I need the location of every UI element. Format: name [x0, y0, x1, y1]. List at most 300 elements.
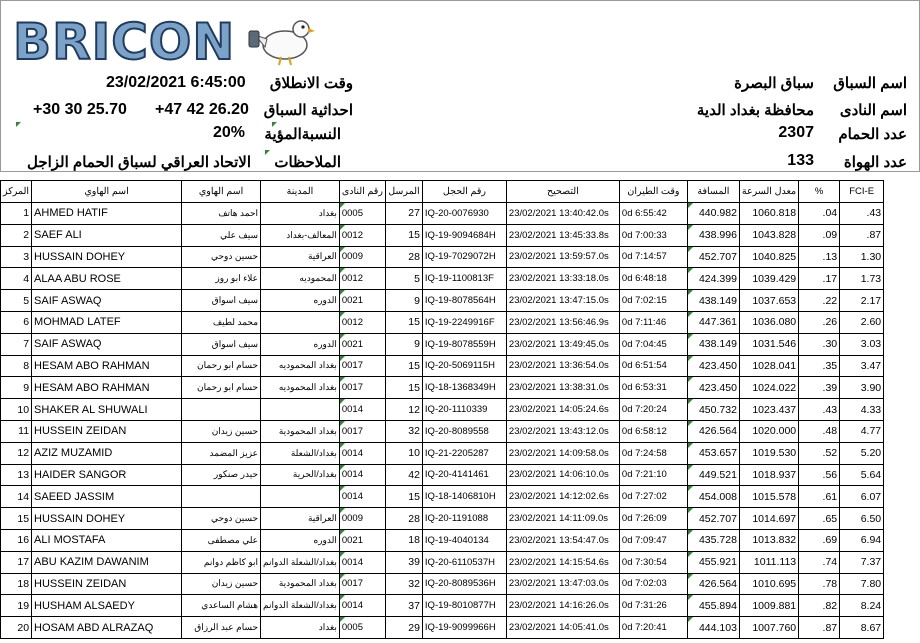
speed-cell: 1020.000: [739, 420, 798, 442]
rank-cell: 13: [1, 464, 32, 486]
city-cell: الدوره: [261, 333, 340, 355]
table-row: [1, 377, 884, 399]
flight-time-cell: 0d 7:02:15: [619, 290, 687, 312]
speed-cell: 1031.546: [739, 333, 798, 355]
sent-count-cell: 9: [385, 333, 422, 355]
flight-time-cell: 0d 7:31:26: [619, 595, 687, 617]
pigeon-mascot-icon: [245, 9, 315, 67]
percent-cell: .17: [799, 268, 840, 290]
fancier-name-cell: HUSSEIN ZEIDAN: [32, 420, 182, 442]
table-row: [1, 595, 884, 617]
col-sent-header: المرسل: [385, 181, 422, 203]
flight-time-cell: 0d 7:20:24: [619, 399, 687, 421]
rank-cell: 12: [1, 442, 32, 464]
results-table: [0, 180, 884, 639]
fci-cell: 6.07: [840, 486, 884, 508]
ring-number-cell: IQ-19-2249916F: [422, 311, 506, 333]
col-name-header: اسم الهاوي: [32, 181, 182, 203]
city-cell: [261, 399, 340, 421]
club-number-cell: 0014: [339, 442, 385, 464]
fci-cell: 1.30: [840, 246, 884, 268]
rank-cell: 19: [1, 595, 32, 617]
club-number-cell: 0014: [339, 464, 385, 486]
speed-cell: 1007.760: [739, 617, 798, 639]
sent-count-cell: 32: [385, 573, 422, 595]
sent-count-cell: 12: [385, 399, 422, 421]
club-number-cell: 0012: [339, 311, 385, 333]
corrected-time-cell: 23/02/2021 13:47:15.0s: [506, 290, 619, 312]
fancier-name-ar-cell: حسين دوحي: [182, 246, 261, 268]
ring-number-cell: IQ-20-8089536H: [422, 573, 506, 595]
corrected-time-cell: 23/02/2021 13:49:45.0s: [506, 333, 619, 355]
percent-cell: .56: [799, 464, 840, 486]
fanciers-count-value: 133: [787, 152, 814, 169]
percent-cell: .09: [799, 224, 840, 246]
club-number-cell: 0012: [339, 268, 385, 290]
rank-cell: 6: [1, 311, 32, 333]
distance-cell: 452.707: [687, 508, 739, 530]
percent-cell: .43: [799, 399, 840, 421]
rank-cell: 16: [1, 529, 32, 551]
distance-cell: 435.728: [687, 529, 739, 551]
percent-value: 20%: [213, 124, 246, 141]
ring-number-cell: IQ-19-7029072H: [422, 246, 506, 268]
sent-count-cell: 5: [385, 268, 422, 290]
flight-time-cell: 0d 6:58:12: [619, 420, 687, 442]
rank-cell: 15: [1, 508, 32, 530]
fancier-name-ar-cell: حسين زيدان: [182, 573, 261, 595]
fancier-name-cell: ALI MOSTAFA: [32, 529, 182, 551]
percent-cell: .26: [799, 311, 840, 333]
fancier-name-ar-cell: احمد هاتف: [182, 203, 261, 225]
percent-cell: .48: [799, 420, 840, 442]
ring-number-cell: IQ-19-9094684H: [422, 224, 506, 246]
fancier-name-ar-cell: علاء ابو روز: [182, 268, 261, 290]
fancier-name-ar-cell: [182, 486, 261, 508]
speed-cell: 1019.530: [739, 442, 798, 464]
flight-time-cell: 0d 7:26:09: [619, 508, 687, 530]
flight-time-cell: 0d 7:21:10: [619, 464, 687, 486]
flight-time-cell: 0d 7:09:47: [619, 529, 687, 551]
fancier-name-ar-cell: حيدر صنكور: [182, 464, 261, 486]
rank-cell: 9: [1, 377, 32, 399]
corrected-time-cell: 23/02/2021 14:06:10.0s: [506, 464, 619, 486]
table-row: [1, 290, 884, 312]
percent-cell: .13: [799, 246, 840, 268]
distance-cell: 444.103: [687, 617, 739, 639]
col-ring-header: رقم الحجل: [422, 181, 506, 203]
percent-cell: .69: [799, 529, 840, 551]
city-cell: بغداد/الشعلة الدوانم: [261, 551, 340, 573]
ring-number-cell: IQ-19-8010877H: [422, 595, 506, 617]
distance-cell: 454.008: [687, 486, 739, 508]
fancier-name-cell: MOHMAD LATEF: [32, 311, 182, 333]
sent-count-cell: 42: [385, 464, 422, 486]
distance-cell: 447.361: [687, 311, 739, 333]
speed-cell: 1015.578: [739, 486, 798, 508]
corrected-time-cell: 23/02/2021 13:36:54.0s: [506, 355, 619, 377]
ring-number-cell: IQ-20-0076930: [422, 203, 506, 225]
col-distance-header: المسافة: [687, 181, 739, 203]
table-row: [1, 333, 884, 355]
notes-label: الملاحظات: [274, 154, 341, 171]
speed-cell: 1010.695: [739, 573, 798, 595]
corrected-time-cell: 23/02/2021 13:54:47.0s: [506, 529, 619, 551]
speed-cell: 1037.653: [739, 290, 798, 312]
city-cell: بغداد: [261, 203, 340, 225]
distance-cell: 440.982: [687, 203, 739, 225]
city-cell: الدوره: [261, 290, 340, 312]
corrected-time-cell: 23/02/2021 13:33:18.0s: [506, 268, 619, 290]
ring-number-cell: IQ-20-8089558: [422, 420, 506, 442]
club-number-cell: 0017: [339, 420, 385, 442]
fancier-name-ar-cell: سيف علي: [182, 224, 261, 246]
race-name-value: سباق البصرة: [734, 75, 814, 92]
sent-count-cell: 32: [385, 420, 422, 442]
percent-label: النسبةالمؤية: [264, 126, 341, 143]
percent-cell: .61: [799, 486, 840, 508]
fancier-name-ar-cell: عزيز المضمد: [182, 442, 261, 464]
fci-cell: 3.03: [840, 333, 884, 355]
distance-cell: 426.564: [687, 420, 739, 442]
distance-cell: 452.707: [687, 246, 739, 268]
city-cell: بغداد: [261, 617, 340, 639]
coordinates-label: احداثية السباق: [263, 102, 353, 119]
flight-time-cell: 0d 7:14:57: [619, 246, 687, 268]
ring-number-cell: IQ-18-1406810H: [422, 486, 506, 508]
sent-count-cell: 37: [385, 595, 422, 617]
speed-cell: 1040.825: [739, 246, 798, 268]
sent-count-cell: 9: [385, 290, 422, 312]
club-number-cell: 0017: [339, 377, 385, 399]
rank-cell: 3: [1, 246, 32, 268]
table-row: [1, 442, 884, 464]
fancier-name-cell: SAEED JASSIM: [32, 486, 182, 508]
rank-cell: 11: [1, 420, 32, 442]
distance-cell: 450.732: [687, 399, 739, 421]
fancier-name-cell: SAIF ASWAQ: [32, 333, 182, 355]
fancier-name-ar-cell: علي مصطفى: [182, 529, 261, 551]
fancier-name-cell: HOSAM ABD ALRAZAQ: [32, 617, 182, 639]
fancier-name-cell: SHAKER AL SHUWALI: [32, 399, 182, 421]
fancier-name-ar-cell: حسين زيدان: [182, 420, 261, 442]
col-fci-header: FCI-E: [840, 181, 884, 203]
rank-cell: 2: [1, 224, 32, 246]
fci-cell: 6.94: [840, 529, 884, 551]
city-cell: المعالف-بغداد: [261, 224, 340, 246]
fancier-name-cell: HUSSEIN ZEIDAN: [32, 573, 182, 595]
speed-cell: 1023.437: [739, 399, 798, 421]
ring-number-cell: IQ-18-1368349H: [422, 377, 506, 399]
club-number-cell: 0005: [339, 203, 385, 225]
club-number-cell: 0014: [339, 551, 385, 573]
corrected-time-cell: 23/02/2021 13:56:46.9s: [506, 311, 619, 333]
fci-cell: 5.64: [840, 464, 884, 486]
corrected-time-cell: 23/02/2021 14:09:58.0s: [506, 442, 619, 464]
fci-cell: 7.80: [840, 573, 884, 595]
fancier-name-ar-cell: حسين دوحي: [182, 508, 261, 530]
percent-cell: .78: [799, 573, 840, 595]
col-correction-header: التصحيح: [506, 181, 619, 203]
rank-cell: 4: [1, 268, 32, 290]
fancier-name-cell: HAIDER SANGOR: [32, 464, 182, 486]
ring-number-cell: IQ-20-1191088: [422, 508, 506, 530]
city-cell: بغداد/الحرية: [261, 464, 340, 486]
fci-cell: 2.17: [840, 290, 884, 312]
percent-cell: .35: [799, 355, 840, 377]
table-row: [1, 486, 884, 508]
city-cell: بغداد المحمودية: [261, 420, 340, 442]
club-number-cell: 0017: [339, 573, 385, 595]
table-row: [1, 268, 884, 290]
sent-count-cell: 28: [385, 246, 422, 268]
fancier-name-ar-cell: [182, 399, 261, 421]
sent-count-cell: 10: [385, 442, 422, 464]
speed-cell: 1028.041: [739, 355, 798, 377]
race-name-label: اسم السباق: [833, 75, 907, 92]
table-row: [1, 399, 884, 421]
fancier-name-cell: SAIF ASWAQ: [32, 290, 182, 312]
corrected-time-cell: 23/02/2021 13:45:33.8s: [506, 224, 619, 246]
distance-cell: 449.521: [687, 464, 739, 486]
speed-cell: 1014.697: [739, 508, 798, 530]
corrected-time-cell: 23/02/2021 13:47:03.0s: [506, 573, 619, 595]
fci-cell: 1.73: [840, 268, 884, 290]
corrected-time-cell: 23/02/2021 13:40:42.0s: [506, 203, 619, 225]
flight-time-cell: 0d 7:24:58: [619, 442, 687, 464]
rank-cell: 8: [1, 355, 32, 377]
percent-cell: .82: [799, 595, 840, 617]
fancier-name-cell: HUSSAIN DOHEY: [32, 246, 182, 268]
fancier-name-cell: AZIZ MUZAMID: [32, 442, 182, 464]
flight-time-cell: 0d 7:30:54: [619, 551, 687, 573]
cell-marker: [16, 122, 21, 127]
distance-cell: 453.657: [687, 442, 739, 464]
percent-cell: .04: [799, 203, 840, 225]
club-number-cell: 0009: [339, 246, 385, 268]
speed-cell: 1039.429: [739, 268, 798, 290]
rank-cell: 5: [1, 290, 32, 312]
city-cell: المحموديه: [261, 268, 340, 290]
col-club-header: رقم النادى: [339, 181, 385, 203]
city-cell: بغداد المحموديه: [261, 355, 340, 377]
fancier-name-ar-cell: سيف اسواق: [182, 333, 261, 355]
club-number-cell: 0017: [339, 355, 385, 377]
flight-time-cell: 0d 6:53:31: [619, 377, 687, 399]
percent-cell: .39: [799, 377, 840, 399]
col-rank-header: المركز: [1, 181, 32, 203]
flight-time-cell: 0d 7:20:41: [619, 617, 687, 639]
fancier-name-cell: HESAM ABO RAHMAN: [32, 355, 182, 377]
corrected-time-cell: 23/02/2021 14:05:24.6s: [506, 399, 619, 421]
city-cell: بغداد/الشعلة الدوانم: [261, 595, 340, 617]
rank-cell: 17: [1, 551, 32, 573]
notes-value: الاتحاد العراقي لسباق الحمام الزاجل: [26, 154, 251, 171]
city-cell: الدوره: [261, 529, 340, 551]
distance-cell: 424.399: [687, 268, 739, 290]
distance-cell: 423.450: [687, 355, 739, 377]
start-time-label: وقت الانطلاق: [269, 75, 353, 92]
table-row: [1, 573, 884, 595]
fancier-name-ar-cell: هشام الساعدي: [182, 595, 261, 617]
rank-cell: 10: [1, 399, 32, 421]
col-city-header: المدينة: [261, 181, 340, 203]
fancier-name-cell: HESAM ABO RAHMAN: [32, 377, 182, 399]
club-number-cell: 0012: [339, 224, 385, 246]
table-row: [1, 246, 884, 268]
distance-cell: 455.921: [687, 551, 739, 573]
ring-number-cell: IQ-19-9099966H: [422, 617, 506, 639]
table-row: [1, 617, 884, 639]
ring-number-cell: IQ-19-1100813F: [422, 268, 506, 290]
city-cell: بغداد/الشعلة: [261, 442, 340, 464]
sent-count-cell: 28: [385, 508, 422, 530]
flight-time-cell: 0d 7:02:03: [619, 573, 687, 595]
corrected-time-cell: 23/02/2021 14:15:54.6s: [506, 551, 619, 573]
city-cell: العراقية: [261, 246, 340, 268]
fancier-name-ar-cell: حسام عبد الرزاق: [182, 617, 261, 639]
table-row: [1, 508, 884, 530]
table-row: [1, 529, 884, 551]
cell-marker: [272, 122, 277, 127]
flight-time-cell: 0d 6:55:42: [619, 203, 687, 225]
city-cell: [261, 311, 340, 333]
flight-time-cell: 0d 7:27:02: [619, 486, 687, 508]
speed-cell: 1043.828: [739, 224, 798, 246]
speed-cell: 1009.881: [739, 595, 798, 617]
speed-cell: 1013.832: [739, 529, 798, 551]
sent-count-cell: 27: [385, 203, 422, 225]
cell-marker: [265, 150, 270, 155]
club-number-cell: 0021: [339, 333, 385, 355]
col-speed-header: معدل السرعة: [739, 181, 798, 203]
distance-cell: 438.996: [687, 224, 739, 246]
flight-time-cell: 0d 7:00:33: [619, 224, 687, 246]
fci-cell: 5.20: [840, 442, 884, 464]
corrected-time-cell: 23/02/2021 14:11:09.0s: [506, 508, 619, 530]
rank-cell: 14: [1, 486, 32, 508]
speed-cell: 1011.113: [739, 551, 798, 573]
fci-cell: 4.33: [840, 399, 884, 421]
distance-cell: 423.450: [687, 377, 739, 399]
fci-cell: .87: [840, 224, 884, 246]
corrected-time-cell: 23/02/2021 14:12:02.6s: [506, 486, 619, 508]
club-number-cell: 0021: [339, 290, 385, 312]
pigeons-count-label: عدد الحمام: [838, 126, 907, 143]
fci-cell: 2.60: [840, 311, 884, 333]
fci-cell: 4.77: [840, 420, 884, 442]
club-label: اسم النادى: [839, 102, 907, 119]
rank-cell: 18: [1, 573, 32, 595]
sent-count-cell: 18: [385, 529, 422, 551]
fancier-name-cell: ALAA ABU ROSE: [32, 268, 182, 290]
table-row: [1, 224, 884, 246]
percent-cell: .65: [799, 508, 840, 530]
corrected-time-cell: 23/02/2021 13:43:12.0s: [506, 420, 619, 442]
sent-count-cell: 15: [385, 355, 422, 377]
ring-number-cell: IQ-19-8078559H: [422, 333, 506, 355]
corrected-time-cell: 23/02/2021 14:05:41.0s: [506, 617, 619, 639]
fancier-name-cell: HUSHAM ALSAEDY: [32, 595, 182, 617]
fci-cell: 7.37: [840, 551, 884, 573]
distance-cell: 438.149: [687, 290, 739, 312]
table-row: [1, 355, 884, 377]
club-number-cell: 0009: [339, 508, 385, 530]
speed-cell: 1018.937: [739, 464, 798, 486]
fanciers-count-label: عدد الهواة: [843, 154, 907, 171]
club-number-cell: 0014: [339, 399, 385, 421]
city-cell: العراقية: [261, 508, 340, 530]
club-number-cell: 0014: [339, 595, 385, 617]
flight-time-cell: 0d 6:51:54: [619, 355, 687, 377]
percent-cell: .30: [799, 333, 840, 355]
club-number-cell: 0014: [339, 486, 385, 508]
speed-cell: 1024.022: [739, 377, 798, 399]
table-header-row: [1, 181, 884, 203]
distance-cell: 455.894: [687, 595, 739, 617]
flight-time-cell: 0d 7:11:46: [619, 311, 687, 333]
ring-number-cell: IQ-19-8078564H: [422, 290, 506, 312]
fancier-name-ar-cell: حسام ابو رحمان: [182, 355, 261, 377]
sent-count-cell: 15: [385, 311, 422, 333]
ring-number-cell: IQ-20-5069115H: [422, 355, 506, 377]
city-cell: [261, 486, 340, 508]
flight-time-cell: 0d 6:48:18: [619, 268, 687, 290]
sent-count-cell: 15: [385, 486, 422, 508]
fci-cell: 6.50: [840, 508, 884, 530]
fancier-name-ar-cell: سيف اسواق: [182, 290, 261, 312]
col-percent-header: %: [799, 181, 840, 203]
club-number-cell: 0005: [339, 617, 385, 639]
percent-cell: .74: [799, 551, 840, 573]
race-header: [0, 0, 920, 172]
corrected-time-cell: 23/02/2021 14:16:26.0s: [506, 595, 619, 617]
rank-cell: 1: [1, 203, 32, 225]
percent-cell: .87: [799, 617, 840, 639]
logo-text: BRICON: [13, 13, 236, 71]
flight-time-cell: 0d 7:04:45: [619, 333, 687, 355]
coordinate-lat-value: +30 30 25.70: [33, 101, 127, 118]
ring-number-cell: IQ-20-4141461: [422, 464, 506, 486]
ring-number-cell: IQ-21-2205287: [422, 442, 506, 464]
rank-cell: 7: [1, 333, 32, 355]
fci-cell: 8.67: [840, 617, 884, 639]
distance-cell: 438.149: [687, 333, 739, 355]
fancier-name-cell: ABU KAZIM DAWANIM: [32, 551, 182, 573]
col-name-ar-header: اسم الهاوي: [182, 181, 261, 203]
fci-cell: 3.90: [840, 377, 884, 399]
ring-number-cell: IQ-19-4040134: [422, 529, 506, 551]
sent-count-cell: 39: [385, 551, 422, 573]
percent-cell: .22: [799, 290, 840, 312]
city-cell: بغداد المحموديه: [261, 377, 340, 399]
fci-cell: .43: [840, 203, 884, 225]
ring-number-cell: IQ-20-6110537H: [422, 551, 506, 573]
percent-cell: .52: [799, 442, 840, 464]
ring-number-cell: IQ-20-1110339: [422, 399, 506, 421]
distance-cell: 426.564: [687, 573, 739, 595]
col-flight-time-header: وقت الطيران: [619, 181, 687, 203]
fancier-name-ar-cell: محمد لطيف: [182, 311, 261, 333]
fancier-name-cell: HUSSAIN DOHEY: [32, 508, 182, 530]
table-row: [1, 420, 884, 442]
corrected-time-cell: 23/02/2021 13:59:57.0s: [506, 246, 619, 268]
table-row: [1, 311, 884, 333]
speed-cell: 1060.818: [739, 203, 798, 225]
start-time-value: 23/02/2021 6:45:00: [106, 74, 246, 91]
fancier-name-cell: SAEF ALI: [32, 224, 182, 246]
sent-count-cell: 15: [385, 377, 422, 399]
